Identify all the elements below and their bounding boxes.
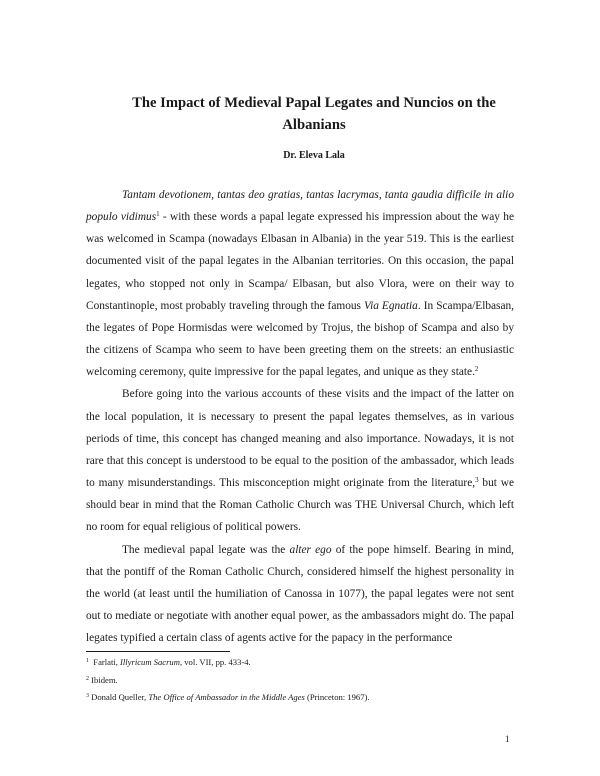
page-number: 1 bbox=[505, 734, 510, 744]
paragraph-3-text-b: of the pope himself. Bearing in mind, that the pontiff of the Roman Catholic Church, considered himself the highest personality in the world (at least until the humiliation of Canossa in 1077), the papal legates were not sent out to mediate or negotiate with another equal power, as the ambassadors might do. The papal legates typified a certain class of agents active for the papacy in the performance bbox=[86, 543, 514, 645]
paragraph-2-text-b: but we should bear in mind that the Roman Catholic Church was THE Universal Church, which left no room for equal religious of political powers. bbox=[86, 477, 514, 534]
footnote-number: 1 bbox=[86, 658, 89, 664]
footnote-ref-3: 3 bbox=[475, 476, 479, 485]
footnote-1 bbox=[86, 654, 514, 672]
author-name: Dr. Eleva Lala bbox=[283, 150, 345, 161]
footnote-text-end: , vol. VII, pp. 433-4. bbox=[179, 657, 251, 667]
latin-quote: Tantam devotionem, tantas deo gratias, tantas lacrymas, tanta gaudia difficile in alio populo vidimus bbox=[86, 189, 514, 224]
paragraph-2-text-a: Before going into the various accounts of these visits and the impact of the latter on the local population, it is necessary to present the papal legates themselves, as in various periods of time, this concept has changed meaning and also importance. Nowadays, it is not rare that this concept is understood to be equal to the position of the ambassador, which leads to many misunderstandings. This misconception might originate from the literature, bbox=[86, 388, 514, 490]
alter-ego: alter ego bbox=[289, 543, 332, 556]
footnote-text: Farlati, bbox=[93, 657, 121, 667]
footnote-text: Donald Queller, bbox=[91, 692, 149, 702]
paragraph-3 bbox=[86, 539, 514, 650]
via-egnatia: Via Egnatia bbox=[363, 299, 418, 312]
body-text bbox=[86, 184, 514, 649]
paragraph-1-text-a: - with these words a papal legate expressed his impression about the way he was welcomed in Scampa (nowadays Elbasan in Albania) in the year 519. This is the earliest documented visit of the papal legates in the Albanian territories. On this occasion, the papal legates, who stopped not only in Scampa/ Elbasan, but also Vlora, were on their way to Constantinople, most probably traveling through the famous bbox=[86, 211, 514, 312]
paragraph-2 bbox=[86, 383, 514, 538]
paragraph-3-text-a: The medieval papal legate was the bbox=[122, 543, 290, 556]
title-line-2: Albanians bbox=[282, 117, 346, 133]
footnote-text: Ibidem. bbox=[91, 674, 118, 685]
footnote-number: 2 bbox=[86, 675, 89, 682]
footnote-ref-1: 1 bbox=[156, 210, 160, 219]
footnote-ref-2: 2 bbox=[474, 365, 479, 374]
paragraph-1-text-b: . In Scampa/Elbasan, the legates of Pope Hormisdas were welcomed by Trojus, the bishop of Scampa and also by the citizens of Scampa who seem to have been greeting them on the streets: an enthusiastic welcoming ceremony, quite impressive for the papal legates, and unique as they state. bbox=[86, 299, 515, 379]
footnote-3 bbox=[86, 689, 514, 707]
paper-title bbox=[100, 92, 528, 136]
footnote-2 bbox=[86, 672, 514, 690]
footnote-number: 3 bbox=[86, 693, 89, 699]
footnote-title: Illyricum Sacrum bbox=[120, 657, 180, 667]
paragraph-1 bbox=[86, 184, 514, 383]
footnote-title: The Office of Ambassador in the Middle Ages bbox=[148, 692, 305, 702]
footnote-separator bbox=[86, 651, 230, 652]
footnote-text-end: (Princeton: 1967). bbox=[304, 692, 370, 702]
footnotes bbox=[86, 654, 514, 707]
title-line-1: The Impact of Medieval Papal Legates and Nuncios on the bbox=[132, 95, 496, 111]
